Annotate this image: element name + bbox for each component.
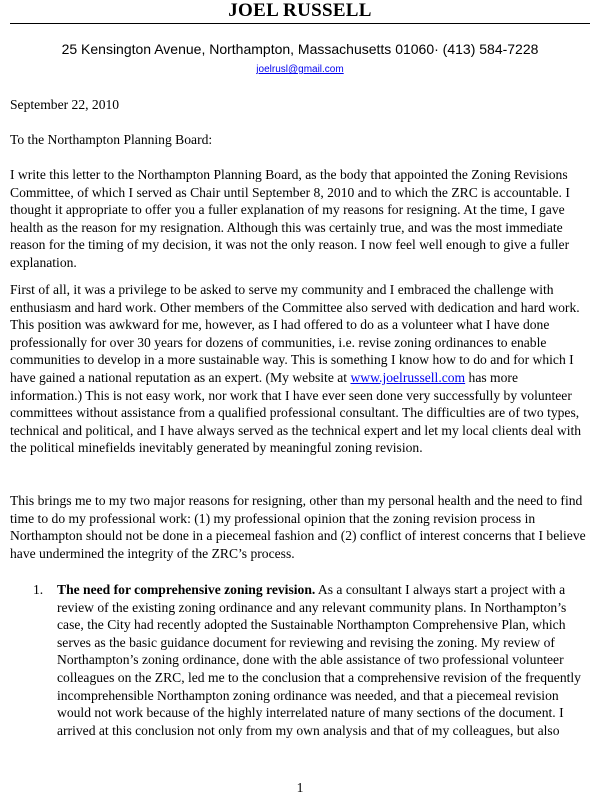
email-link[interactable]: joelrusl@gmail.com [256, 64, 344, 75]
letter-salutation: To the Northampton Planning Board: [10, 132, 213, 147]
paragraph-3: This brings me to my two major reasons for resigning, other than my personal health and the need to find time to do my professional work: (1) my professional opinion that the zoning revision process in Northampton should not be done in a piecemeal fashion and (2) conflict of interest concerns that I believe have undermined the integrity of the ZRC’s process. [10, 493, 586, 561]
letter-date: September 22, 2010 [10, 97, 120, 112]
letterhead-divider [10, 23, 590, 24]
paragraph-2-text-b: has more information.) This is not easy work, nor work that I have ever seen done very successfully by volunteer committees without assistance from a qualified professional consultant. The difficulties are of two types, technical and political, and I have always served as the technical expert and let my local clients deal with the political minefields inevitably generated by meaningful zoning revision. [10, 369, 582, 456]
paragraph-2-text-a: First of all, it was a privilege to be asked to serve my community and I embraced the challenge with enthusiasm and hard work. Other members of the Committee also served with dedication and hard work. This position was awkward for me, however, as I had offered to do as a volunteer what I have done professionally for over 30 years for dozens of communities, i.e. revise zoning ordinances to enable communities to develop in a more sustainable way. This is something I know how to do and for which I have gained a national reputation as an expert. (My website at [10, 282, 580, 385]
letterhead-email[interactable] [0, 64, 600, 76]
list-item-text: As a consultant I always start a project with a review of the existing zoning ordinance and any relevant community plans. In Northampton’s case, the City had recently adopted the Sustainable Northampton Comprehensive Plan, which serves as the basic guidance document for reviewing and revising the zoning. My review of Northampton’s zoning ordinance, done with the able assistance of two professional volunteer colleagues on the ZRC, led me to the conclusion that a comprehensive revision of the frequently incomprehensible Northampton zoning ordinance was needed, and that a piecemeal revision would not work because of the highly interrelated nature of many sections of the document. I arrived at this conclusion not only from my own analysis and that of my colleagues, but also [57, 582, 581, 738]
list-item-heading: The need for comprehensive zoning revision. [57, 582, 316, 597]
website-link[interactable]: www.joelrussell.com [350, 369, 466, 385]
list-item-body [57, 581, 593, 739]
letterhead-address: 25 Kensington Avenue, Northampton, Massachusetts 01060· (413) 584-7228 [61, 41, 539, 57]
paragraph-1: I write this letter to the Northampton Planning Board, as the body that appointed the Zoning Revisions Committee, of which I served as Chair until September 8, 2010 and to which the ZRC is accountable. I thought it appropriate to offer you a fuller explanation of my reasons for resigning. At the time, I gave health as the reason for my resignation. Although this was certainly true, and was the most immediate reason for the timing of my decision, it was not the only reason. I now feel well enough to give a fuller explanation. [10, 167, 570, 270]
list-item-number: 1. [33, 582, 44, 597]
page-number: 1 [296, 780, 304, 795]
paragraph-2 [10, 281, 590, 457]
letterhead-name: JOEL RUSSELL [228, 0, 372, 21]
